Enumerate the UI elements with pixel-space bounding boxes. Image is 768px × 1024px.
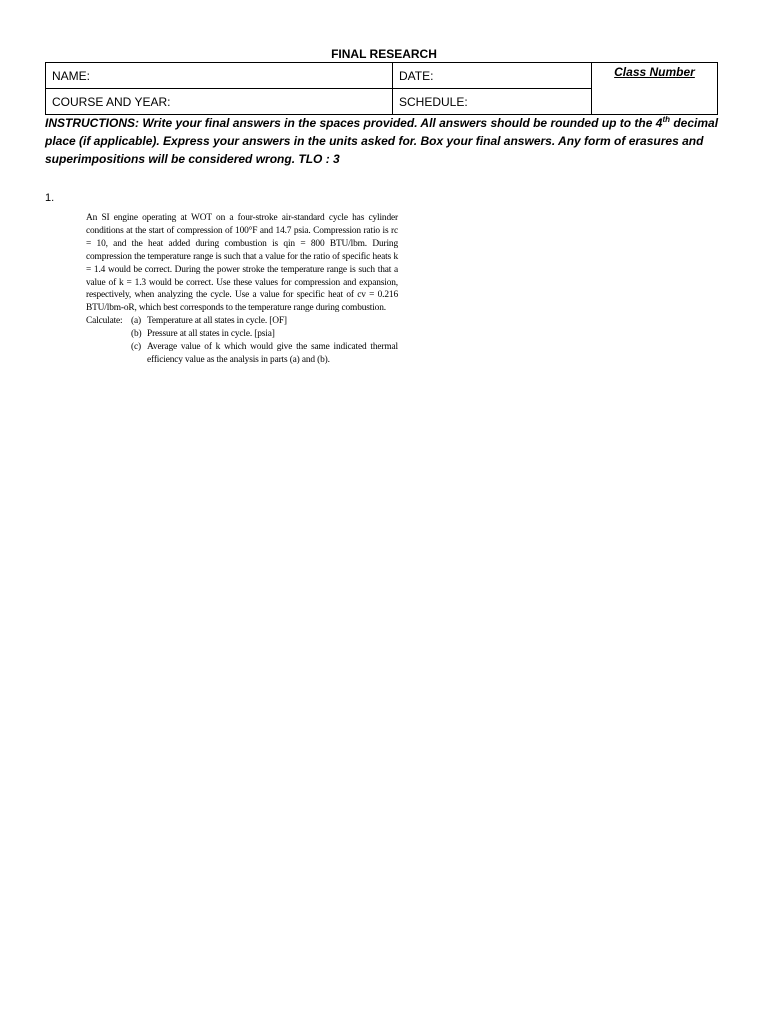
name-field[interactable] bbox=[46, 63, 393, 89]
part-letter: (a) bbox=[131, 316, 141, 327]
problem-part-c bbox=[131, 341, 398, 367]
date-label: DATE: bbox=[399, 68, 434, 83]
calculate-label: Calculate: bbox=[86, 316, 123, 327]
question-number: 1. bbox=[45, 192, 55, 204]
course-year-field[interactable] bbox=[46, 89, 393, 115]
schedule-label: SCHEDULE: bbox=[399, 94, 468, 109]
instructions-text bbox=[45, 114, 725, 168]
problem-part-a bbox=[131, 315, 398, 328]
problem-statement bbox=[86, 212, 398, 367]
schedule-field[interactable] bbox=[393, 89, 592, 115]
calculate-items bbox=[131, 315, 398, 367]
part-letter: (b) bbox=[131, 329, 142, 340]
class-number-label: Class Number bbox=[614, 65, 695, 79]
instructions-part2: decimal place (if applicable). Express your answers in the units asked for. Box your final answers. Any form of erasures and superimpositions will be considered wrong. TLO : 3 bbox=[45, 116, 719, 166]
part-text: Pressure at all states in cycle. [psia] bbox=[147, 329, 275, 340]
class-number-field[interactable] bbox=[592, 63, 718, 115]
instructions-superscript: th bbox=[662, 115, 670, 124]
calculate-section bbox=[86, 315, 398, 367]
instructions-part1: INSTRUCTIONS: Write your final answers in the spaces provided. All answers should be rounded up to the 4 bbox=[45, 116, 663, 130]
date-field[interactable] bbox=[393, 63, 592, 89]
problem-part-b bbox=[131, 328, 398, 341]
part-text: Temperature at all states in cycle. [OF] bbox=[147, 316, 287, 327]
problem-body: An SI engine operating at WOT on a four-stroke air-standard cycle has cylinder conditions at the start of compression of 100°F and 14.7 psia. Compression ratio is rc = 10, and the heat added during combustion is qin = 800 BTU/lbm. During compression the temperature range is such that a value for the ratio of specific heats k = 1.4 would be correct. During the power stroke the temperature range is such that a value of k = 1.3 would be correct. Use these values for compression and expansion, respectively, when analyzing the cycle. Use a value for specific heat of cv = 0.216 BTU/lbm-oR, which best corresponds to the temperature range during combustion. bbox=[86, 213, 398, 314]
course-year-label: COURSE AND YEAR: bbox=[52, 94, 171, 109]
document-title: FINAL RESEARCH bbox=[331, 47, 437, 61]
part-text: Average value of k which would give the same indicated thermal efficiency value as the analysis in parts (a) and (b). bbox=[147, 342, 398, 365]
name-label: NAME: bbox=[52, 68, 91, 83]
part-letter: (c) bbox=[131, 342, 141, 353]
student-info-table bbox=[45, 62, 718, 115]
